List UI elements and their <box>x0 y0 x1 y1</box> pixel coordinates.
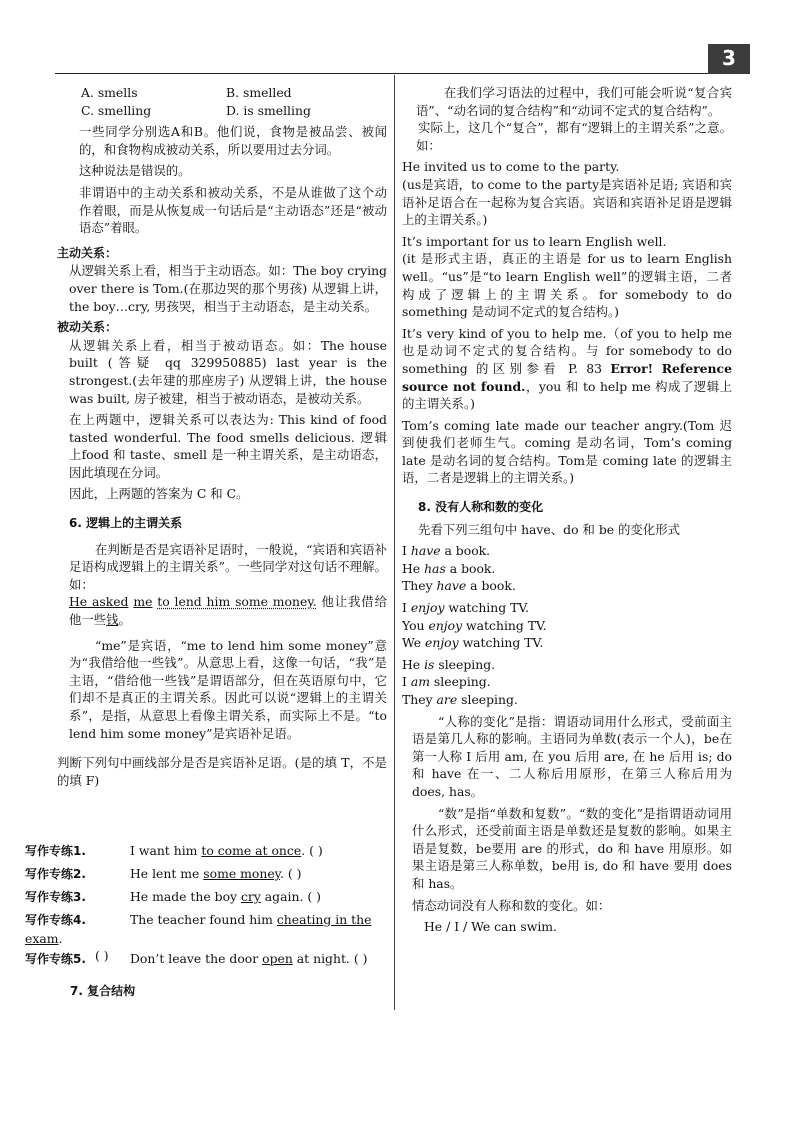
paragraph: 在判断是否是宾语补足语时，一般说，“宾语和宾语补足语构成逻辑上的主谓关系”。一些同学对这句话不理解。如： <box>69 541 387 592</box>
note: (it 是形式主语，真正的主语是 for us to learn English well。“us”是“to learn English well”的逻辑主语，二者构成了逻辑上的主谓关系。for somebody to do something 是动词不定式的复合结构。) <box>402 251 732 320</box>
example-line: I am sleeping. <box>402 674 491 690</box>
option-c: C. smelling <box>81 102 152 118</box>
section-7-heading <box>70 983 135 1001</box>
paragraph: 从逻辑关系上看，相当于主动语态。如：The boy crying over there is Tom.(在那边哭的那个男孩) 从逻辑上讲，the boy…cry, 男孩哭，相当于主动语态，是主动关系。 <box>69 263 387 314</box>
section-title: 复合结构 <box>87 984 136 998</box>
exercise-text: . <box>58 930 63 946</box>
example-line: They have a book. <box>402 578 516 594</box>
exercise-label: 写作专练1. <box>25 844 86 858</box>
exercise-item <box>25 888 395 907</box>
paragraph: 情态动词没有人称和数的变化。如： <box>412 897 611 913</box>
exercise-item <box>25 842 395 861</box>
answer-blank[interactable]: at night. ( ) <box>292 951 368 966</box>
right-column <box>402 84 732 936</box>
paragraph-text: It’s very kind of you to help me.（of you to help me 也是动词不定式的复合结构。与 for somebody to do something 的区别参看 P. 83 <box>402 325 732 376</box>
example-group-enjoy <box>402 599 732 652</box>
example-group-have <box>402 542 732 595</box>
underlined-text: cheating in the exam <box>25 912 372 946</box>
example-with-note <box>402 325 732 413</box>
exercise-label: 写作专练5. <box>25 952 86 966</box>
underlined-text: some money <box>203 866 281 881</box>
underlined-text: to lend him some money. <box>157 594 317 610</box>
paragraph: “数”是指“单数和复数”。“数的变化”是指谓语动词用什么形式，还受前面主语是单数还是复数的影响。如果主语是复数，be要用 are 的形式，do 和 have 用原形。如果主语是第三人称单数，be用 is, do 和 have 要用 does 和 has。 <box>412 805 732 891</box>
exercise-label: 写作专练2. <box>25 867 86 881</box>
answer-blank[interactable]: . ( ) <box>301 843 323 858</box>
paragraph-text: ，you 和 to help me 构成了逻辑上的主谓关系。) <box>402 378 732 412</box>
punct: 。 <box>118 612 131 628</box>
underlined-text: He asked <box>69 594 129 610</box>
underlined-text: me <box>133 594 153 610</box>
exercise-text: He lent me <box>130 866 204 881</box>
section-8-heading <box>402 499 732 517</box>
example-with-note: Tom’s coming late made our teacher angry.(Tom 迟到使我们老师生气。coming 是动名词，Tom’s coming late 是动名词的复合结构。Tom是 coming late 的逻辑主语，二者是逻辑上的主谓关系。) <box>402 417 732 486</box>
section-6-heading <box>57 515 387 533</box>
underlined-text: cry <box>240 889 261 904</box>
paragraph: 从逻辑关系上看，相当于被动语态。如：The house built (答疑 qq 329950885) last year is the strongest.(去年建的那座房子) 从逻辑上讲，the house was built, 房子被建，相当于被动语态，是被动关系。 <box>69 337 387 406</box>
option-a: A. smells <box>81 85 138 100</box>
example-sentence: He / I / We can swim. <box>424 919 557 935</box>
page-number: 3 <box>708 44 750 74</box>
paragraph <box>402 119 732 154</box>
section-number: 7. <box>70 984 83 998</box>
paragraph: 非谓语中的主动关系和被动关系，不是从谁做了这个动作着眼，而是从恢复成一句话后是“主动语态”还是“被动语态”着眼。 <box>79 184 387 236</box>
example-line: He is sleeping. <box>402 656 496 672</box>
paragraph: 这种说法是错误的。 <box>79 163 191 179</box>
answer-blank[interactable]: . ( ) <box>280 866 302 881</box>
underlined-text: open <box>262 951 293 966</box>
paragraph: 因此，上两题的答案为 C 和 C。 <box>69 486 249 502</box>
example-line: He has a book. <box>402 560 496 576</box>
exercise-text: Don’t leave the door <box>130 951 263 966</box>
exercise-item <box>25 950 395 969</box>
option-b: B. smelled <box>226 85 292 100</box>
paragraph: “人称的变化”是指：谓语动词用什么形式，受前面主语是第几人称的影响。主语同为单数(表示一个人)，be在第一人称 I 后用 am, 在 you 后用 are, 在 he 后用 is; do 和 have 在一、二人称后用原形，在第三人称后用为 does, has。 <box>412 713 732 799</box>
section-title: 没有人称和数的变化 <box>435 500 544 515</box>
exercise-text: He made the boy <box>130 889 241 904</box>
example-line: I enjoy watching TV. <box>402 600 530 616</box>
translation: 他让我借给他一些 <box>69 594 387 628</box>
paragraph: 在我们学习语法的过程中，我们可能会听说“复合宾语”、“动名词的复合结构”和“动词不定式的复合结构”。 <box>416 85 732 118</box>
example-sentence: It’s important for us to learn English well. <box>402 233 667 249</box>
paragraph-text: 实际上，这几个“复合”，都有“逻辑上的主谓关系”之意。如： <box>416 120 732 153</box>
example-line: They are sleeping. <box>402 692 518 707</box>
exercise-text: The teacher found him <box>130 912 277 927</box>
exercise-label: 写作专练4. <box>25 913 86 927</box>
example-sentence <box>57 593 387 628</box>
option-d: D. is smelling <box>226 102 311 118</box>
header-rule <box>55 73 715 74</box>
paragraph: 一些同学分别选A和B。他们说，食物是被品尝、被闻的，和食物构成被动关系，所以要用过去分词。 <box>79 124 387 157</box>
section-number: 8. <box>418 500 431 515</box>
example-sentence: He invited us to come to the party. <box>402 159 620 175</box>
section-number: 6. <box>69 516 82 531</box>
left-column <box>57 84 387 789</box>
exercise-item <box>25 865 395 884</box>
exercise-text: I want him <box>130 843 202 858</box>
answer-blank[interactable]: again. ( ) <box>260 889 321 904</box>
answer-options <box>57 84 387 119</box>
exercise-label: 写作专练3. <box>25 890 86 904</box>
section-title: 逻辑上的主谓关系 <box>86 516 183 531</box>
note: (us是宾语，to come to the party是宾语补足语; 宾语和宾语补足语合在一起称为复合宾语。宾语和宾语补足语是逻辑上的主谓关系。) <box>402 176 732 228</box>
paragraph: 先看下列三组句中 have、do 和 be 的变化形式 <box>418 521 680 537</box>
example-line: I have a book. <box>402 543 491 559</box>
underlined-text: to come at once <box>201 843 302 858</box>
underlined-text: 钱 <box>106 612 119 628</box>
paragraph: 在上两题中，逻辑关系可以表达为: This kind of food tasted wonderful. The food smells delicious. 逻辑上food 和 taste、smell 是一种主谓关系，是主动语态，因此填现在分词。 <box>69 412 387 480</box>
active-heading: 主动关系： <box>57 245 118 260</box>
example-line: You enjoy watching TV. <box>402 617 547 633</box>
passive-heading: 被动关系： <box>57 320 118 335</box>
example-line: We enjoy watching TV. <box>402 635 544 651</box>
example-group-be <box>402 656 732 709</box>
error-reference: Error! Reference source not found. <box>402 360 732 394</box>
paragraph: “me”是宾语，“me to lend him some money”意为“我借给他一些钱”。从意思上看，这像一句话，“我”是主语，“借给他一些钱”是谓语部分，但在英语原句中，它们却不是真正的主谓关系。因此可以说“逻辑上的主谓关系”，是指，从意思上看像主谓关系，而实际上不是。“to lend him some money”是宾语补足语。 <box>69 637 387 741</box>
instruction: 判断下列句中画线部分是否是宾语补足语。(是的填 T，不是的填 F) <box>57 755 387 788</box>
answer-blank[interactable]: ( ) <box>95 948 109 964</box>
